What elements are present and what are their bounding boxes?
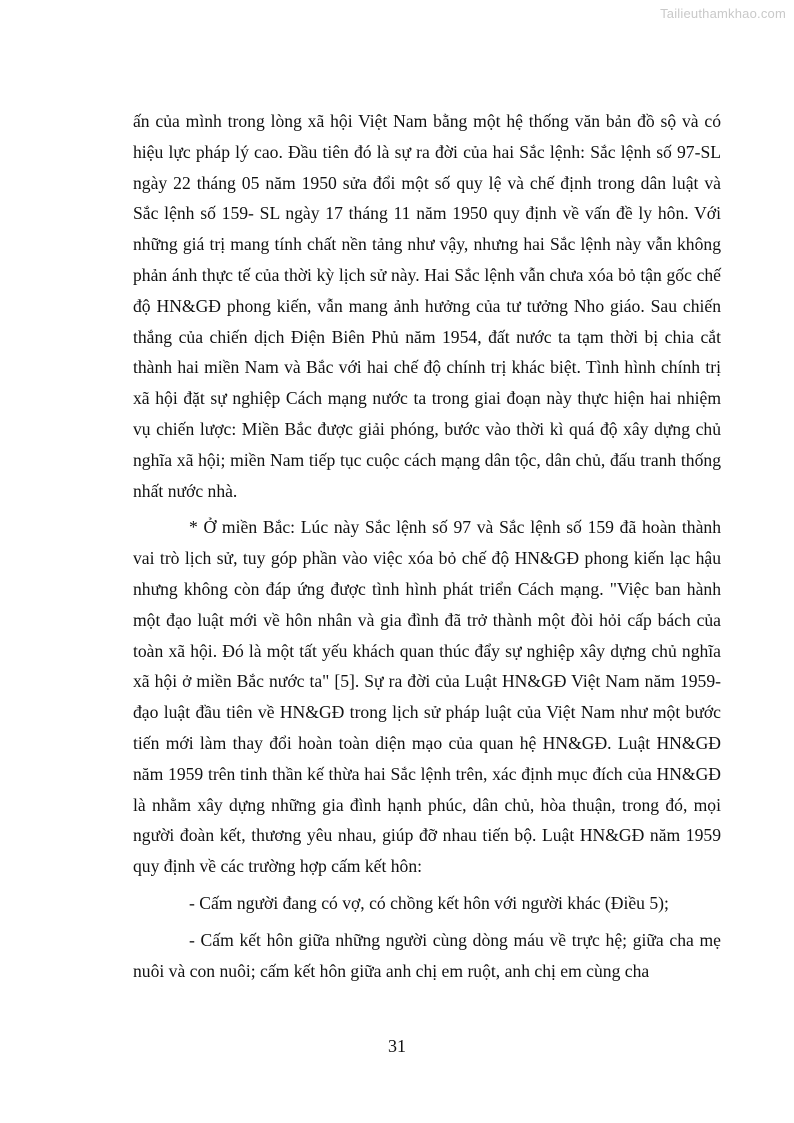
list-item-ban-1: - Cấm người đang có vợ, có chồng kết hôn với người khác (Điều 5); <box>189 892 669 913</box>
watermark: Tailieuthamkhao.com <box>660 6 786 21</box>
page-number: 31 <box>388 1036 406 1056</box>
paragraph-mien-bac: * Ở miền Bắc: Lúc này Sắc lệnh số 97 và Sắc lệnh số 159 đã hoàn thành vai trò lịch sử, tuy góp phần vào việc xóa bỏ chế độ HN&GĐ phong kiến lạc hậu nhưng không còn đáp ứng được tình hình phát triển Cách mạng. "Việc ban hành một đạo luật mới về hôn nhân và gia đình đã trở thành một đòi hỏi cấp bách của toàn xã hội. Đó là một tất yếu khách quan thúc đẩy sự nghiệp xây dựng chủ nghĩa xã hội ở miền Bắc nước ta" [5]. Sự ra đời của Luật HN&GĐ Việt Nam năm 1959- đạo luật đầu tiên về HN&GĐ trong lịch sử pháp luật của Việt Nam như một bước tiến mới làm thay đổi hoàn toàn diện mạo của quan hệ HN&GĐ. Luật HN&GĐ năm 1959 trên tinh thần kế thừa hai Sắc lệnh trên, xác định mục đích của HN&GĐ là nhằm xây dựng những gia đình hạnh phúc, dân chủ, hòa thuận, trong đó, mọi người đoàn kết, thương yêu nhau, giúp đỡ nhau tiến bộ. Luật HN&GĐ năm 1959 quy định về các trường hợp cấm kết hôn: <box>133 517 721 877</box>
page-body <box>133 106 721 986</box>
paragraph-intro: ấn của mình trong lòng xã hội Việt Nam bằng một hệ thống văn bản đồ sộ và có hiệu lực pháp lý cao. Đầu tiên đó là sự ra đời của hai Sắc lệnh: Sắc lệnh số 97-SL ngày 22 tháng 05 năm 1950 sửa đổi một số quy lệ và chế định trong dân luật và Sắc lệnh số 159- SL ngày 17 tháng 11 năm 1950 quy định về vấn đề ly hôn. Với những giá trị mang tính chất nền tảng như vậy, nhưng hai Sắc lệnh này vẫn không phản ánh thực tế của thời kỳ lịch sử này. Hai Sắc lệnh vẫn chưa xóa bỏ tận gốc chế độ HN&GĐ phong kiến, vẫn mang ảnh hưởng của tư tưởng Nho giáo. Sau chiến thắng của chiến dịch Điện Biên Phủ năm 1954, đất nước ta tạm thời bị chia cắt thành hai miền Nam và Bắc với hai chế độ chính trị khác biệt. Tình hình chính trị xã hội đặt sự nghiệp Cách mạng nước ta trong giai đoạn này thực hiện hai nhiệm vụ chiến lược: Miền Bắc được giải phóng, bước vào thời kì quá độ xây dựng chủ nghĩa xã hội; miền Nam tiếp tục cuộc cách mạng dân tộc, dân chủ, đấu tranh thống nhất nước nhà. <box>133 111 721 501</box>
list-item-ban-2: - Cấm kết hôn giữa những người cùng dòng máu về trực hệ; giữa cha mẹ nuôi và con nuôi; cấm kết hôn giữa anh chị em ruột, anh chị em cùng cha <box>133 929 721 981</box>
